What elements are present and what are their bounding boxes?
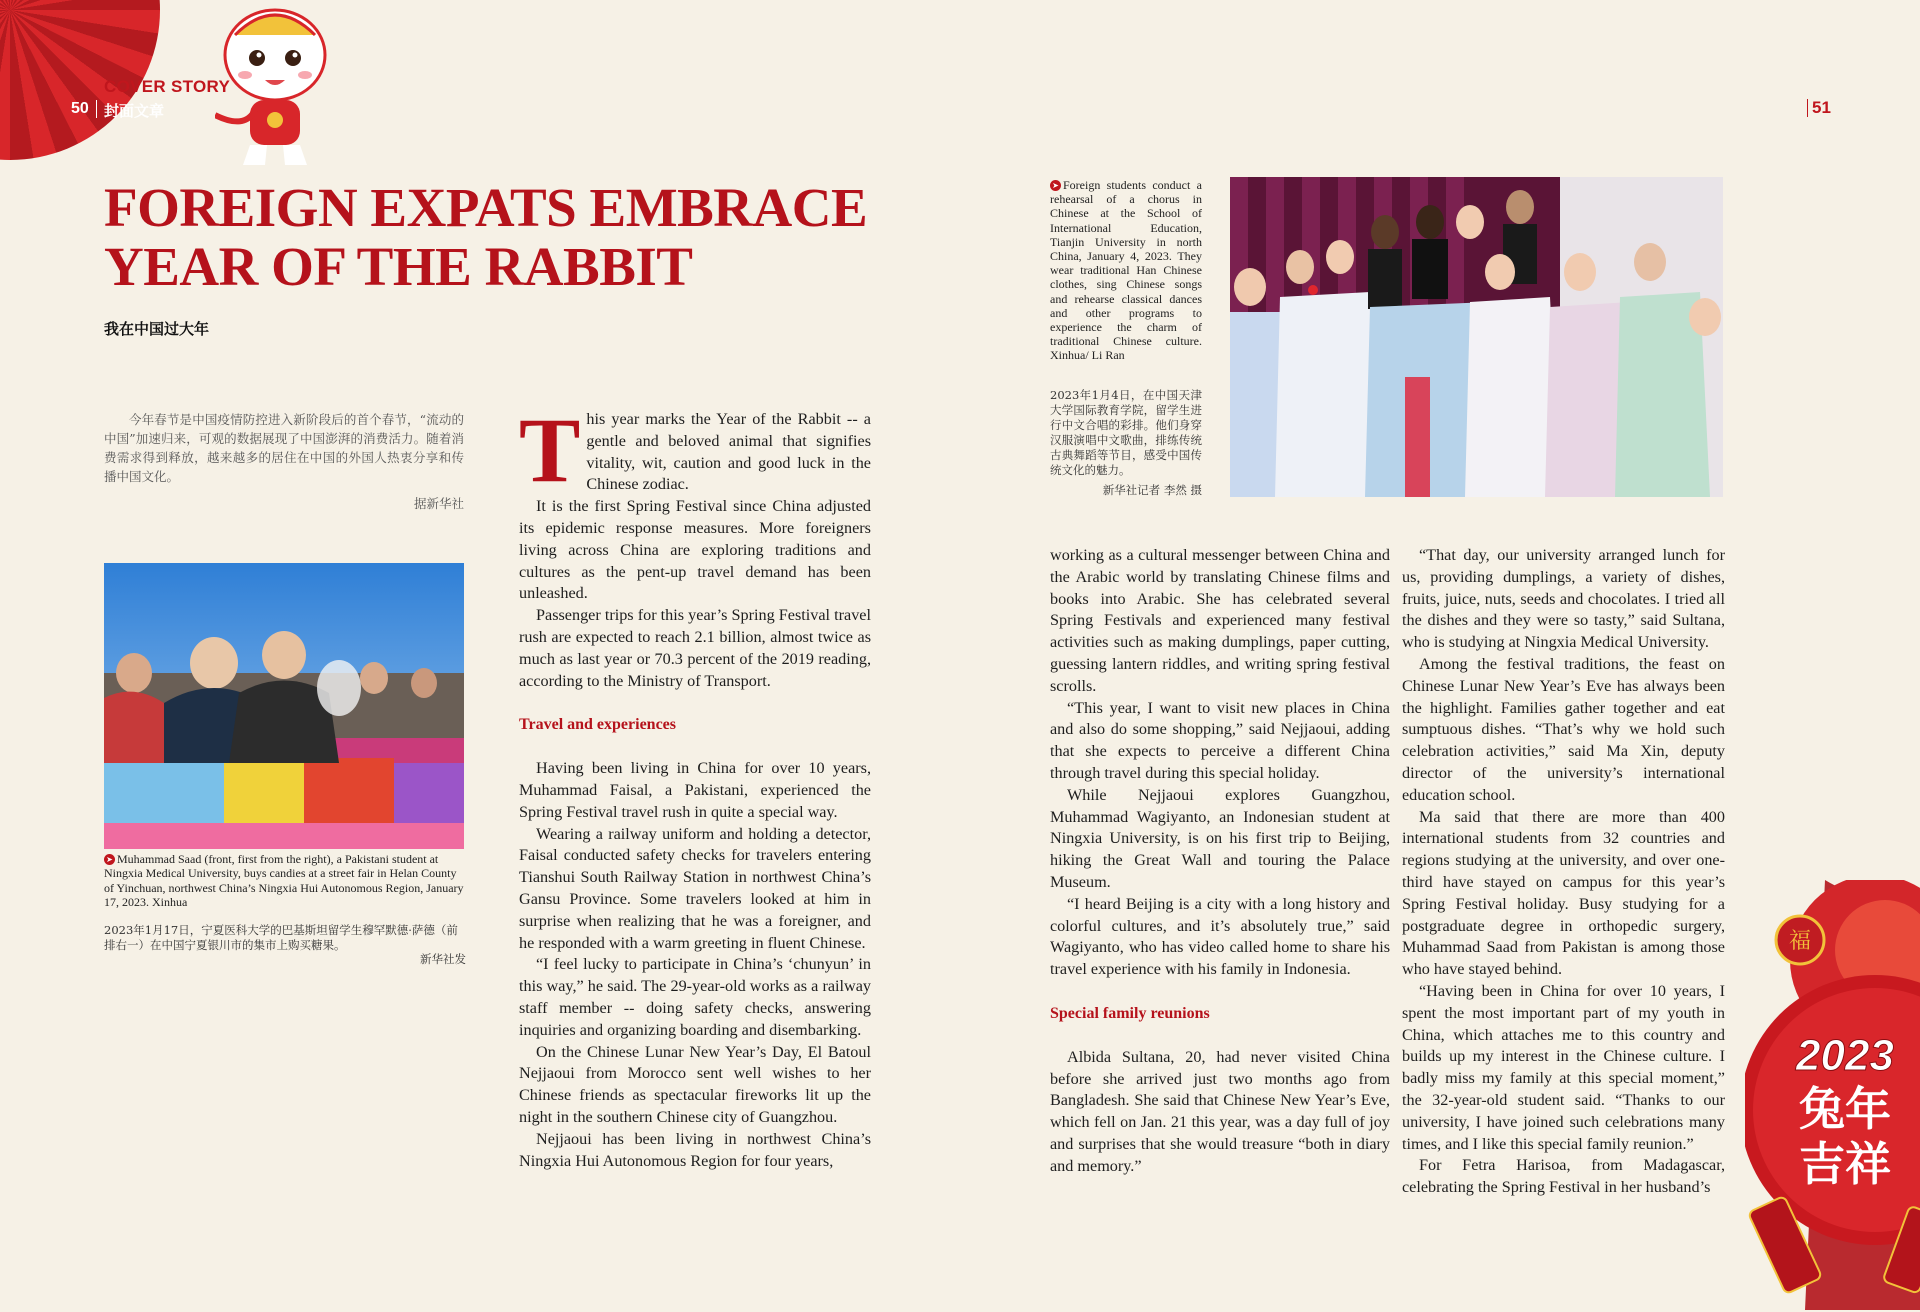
paragraph: Among the festival traditions, the feast on Chinese Lunar New Year’s Eve has always been the highlight. Families gather together and eat sumptuous dishes. “That’s why we hold such celebration activities,” said Ma Xin, deputy director of the university’s international education school.	[1402, 654, 1725, 804]
section-label-cn: 封面文章	[104, 102, 165, 120]
title-line-1: FOREIGN EXPATS EMBRACE	[104, 177, 868, 238]
header-divider-right	[1807, 99, 1808, 117]
photo1-caption-cn: 2023年1月17日，宁夏医科大学的巴基斯坦留学生穆罕默德·萨德（前排右一）在中国宁夏银川市的集市上购买糖果。	[104, 923, 458, 952]
paragraph: “I heard Beijing is a city with a long history and colorful cultures, and it’s absolutely true,” said Wagiyanto, who has video called home to share his travel experience with his family in Indonesia.	[1050, 894, 1390, 979]
section-label: COVER STORY	[104, 77, 231, 96]
article-column-3	[1402, 545, 1725, 1199]
photo2-caption-source: 新华社记者 李然 摄	[1102, 483, 1202, 497]
paragraph: On the Chinese Lunar New Year’s Day, El Batoul Nejjaoui from Morocco sent well wishes to her Chinese friends as spectacular fireworks lit up the night in the southern Chinese city of Guangzhou.	[519, 1042, 871, 1126]
paragraph: It is the first Spring Festival since China adjusted its epidemic response measures. More foreigners living across China are exploring traditions and cultures as the pent-up travel demand has been unleashed.	[519, 497, 871, 603]
paragraph: Nejjaoui has been living in northwest China’s Ningxia Hui Autonomous Region for four years,	[519, 1129, 871, 1170]
title-line-2: YEAR OF THE RABBIT	[104, 236, 693, 297]
page-number-left: 50	[71, 100, 89, 117]
lantern-badge-illustration	[1745, 880, 1920, 1310]
caption-arrow-icon: ➤	[1050, 180, 1061, 191]
paragraph: “I feel lucky to participate in China’s ‘chunyun’ in this way,” he said. The 29-year-old works as a railway staff member -- doing safety checks, answering inquiries and organizing boarding and disembarking.	[519, 955, 871, 1039]
photo2-caption	[1050, 178, 1202, 363]
paragraph: Having been living in China for over 10 years, Muhammad Faisal, a Pakistani, experienced the Spring Festival travel rush in quite a special way.	[519, 759, 871, 821]
badge-year: 2023	[1796, 1031, 1894, 1080]
article-column-1	[519, 399, 871, 1172]
section-heading: Special family reunions	[1050, 1004, 1210, 1022]
paragraph: While Nejjaoui explores Guangzhou, Muhammad Wagiyanto, an Indonesian student at Ningxia University, is on his first trip to Beijing, hiking the Great Wall and touring the Palace Museum.	[1050, 785, 1390, 891]
photo-street-fair	[104, 563, 464, 849]
badge-line-1: 兔年	[1799, 1082, 1891, 1136]
photo1-caption-en: Muhammad Saad (front, first from the right), a Pakistani student at Ningxia Medical University, buys candies at a street fair in Helan County of Yinchuan, northwest China’s Ningxia Hui Autonomous Region, January 17, 2023. Xinhua	[104, 852, 464, 909]
article-subtitle-cn: 我在中国过大年	[104, 320, 210, 338]
fu-character: 福	[1788, 929, 1812, 954]
caption-arrow-icon: ➤	[104, 854, 115, 865]
paragraph: Albida Sultana, 20, had never visited China before she arrived just two months ago from Bangladesh. She said that Chinese New Year’s Eve, which fell on Jan. 21 this year, was a day full of joy and surprises that she would treasure “both in diary and memory.”	[1050, 1047, 1390, 1175]
section-heading: Travel and experiences	[519, 716, 677, 734]
photo2-caption-cn: 2023年1月4日，在中国天津大学国际教育学院，留学生进行中文合唱的彩排。他们身穿汉服演唱中文歌曲，排练传统古典舞蹈等节目，感受中国传统文化的魅力。	[1050, 388, 1202, 477]
photo1-caption	[104, 852, 466, 909]
paragraph: Ma said that there are more than 400 international students from 32 countries and regions studying at the university, and over one-third have stayed on campus for this year’s Spring Festival holiday. Busy studying for a postgraduate degree in orthopedic surgery, Muhammad Saad from Pakistan is among those who have stayed behind.	[1402, 807, 1725, 979]
paragraph: For Fetra Harisoa, from Madagascar, celebrating the Spring Festival in her husband’s	[1402, 1156, 1725, 1197]
rabbit-mascot-illustration	[215, 0, 335, 170]
badge-line-2: 吉祥	[1799, 1137, 1891, 1191]
paragraph: “Having been in China for over 10 years, I spent the most important part of my youth in China, which attaches me to this country and builds up my interest in the Chinese culture. I badly miss my family at this special moment,” the 32-year-old student said. “Thanks to our university, I have joined such celebrations many times, and I like this special family reunion.”	[1402, 981, 1725, 1153]
paragraph: working as a cultural messenger between China and the Arabic world by translating Chinese films and books into Arabic. She has celebrated several Spring Festivals and experienced many festival activities such as making dumplings, paper cutting, guessing lantern riddles, and writing spring festival scrolls.	[1050, 546, 1390, 695]
paragraph: his year marks the Year of the Rabbit -- a gentle and beloved animal that signifies vitality, wit, caution and good luck in the Chinese zodiac.	[586, 410, 871, 494]
header-divider	[96, 100, 97, 118]
paragraph: Passenger trips for this year’s Spring Festival travel rush are expected to reach 2.1 billion, almost twice as much as last year or 70.3 percent of the 2019 reading, according to the Ministry of Transport.	[519, 606, 871, 690]
paragraph: Wearing a railway uniform and holding a detector, Faisal conducted safety checks for travelers entering Tianshui South Railway Station in northwest China’s Gansu Province. Some travelers looked at him in surprise when realizing that he was a foreigner, and he responded with a warm greeting in fluent Chinese.	[519, 824, 871, 952]
paragraph: “That day, our university arranged lunch for us, providing dumplings, a variety of dishes, fruits, juice, nuts, seeds and chocolates. I tried all the dishes and they were so tasty,” said Sultana, who is studying at Ningxia Medical University.	[1402, 546, 1725, 652]
photo1-caption-source: 新华社发	[420, 952, 466, 966]
article-column-2	[1050, 545, 1390, 1178]
drop-cap: T	[519, 399, 581, 501]
article-title	[104, 178, 904, 296]
intro-source: 据新华社	[413, 496, 464, 511]
intro-paragraph-cn: 今年春节是中国疫情防控进入新阶段后的首个春节，“流动的中国”加速归来，可观的数据展现了中国澎湃的消费活力。随着消费需求得到释放，越来越多的居住在中国的外国人热衷分享和传播中国文化。	[104, 412, 464, 484]
page-number-right: 51	[1812, 98, 1831, 117]
photo-chorus-rehearsal	[1230, 177, 1723, 497]
paragraph: “This year, I want to visit new places in China and also do some shopping,” said Nejjaoui, adding that she expects to perceive a different China through travel during this special holiday.	[1050, 698, 1390, 782]
photo2-caption-en: Foreign students conduct a rehearsal of a chorus in Chinese at the School of International Education, Tianjin University in north China, January 4, 2023. They wear traditional Han Chinese clothes, sing Chinese songs and rehearse classical dances and other programs to experience the charm of traditional Chinese culture. Xinhua/ Li Ran	[1050, 178, 1202, 363]
